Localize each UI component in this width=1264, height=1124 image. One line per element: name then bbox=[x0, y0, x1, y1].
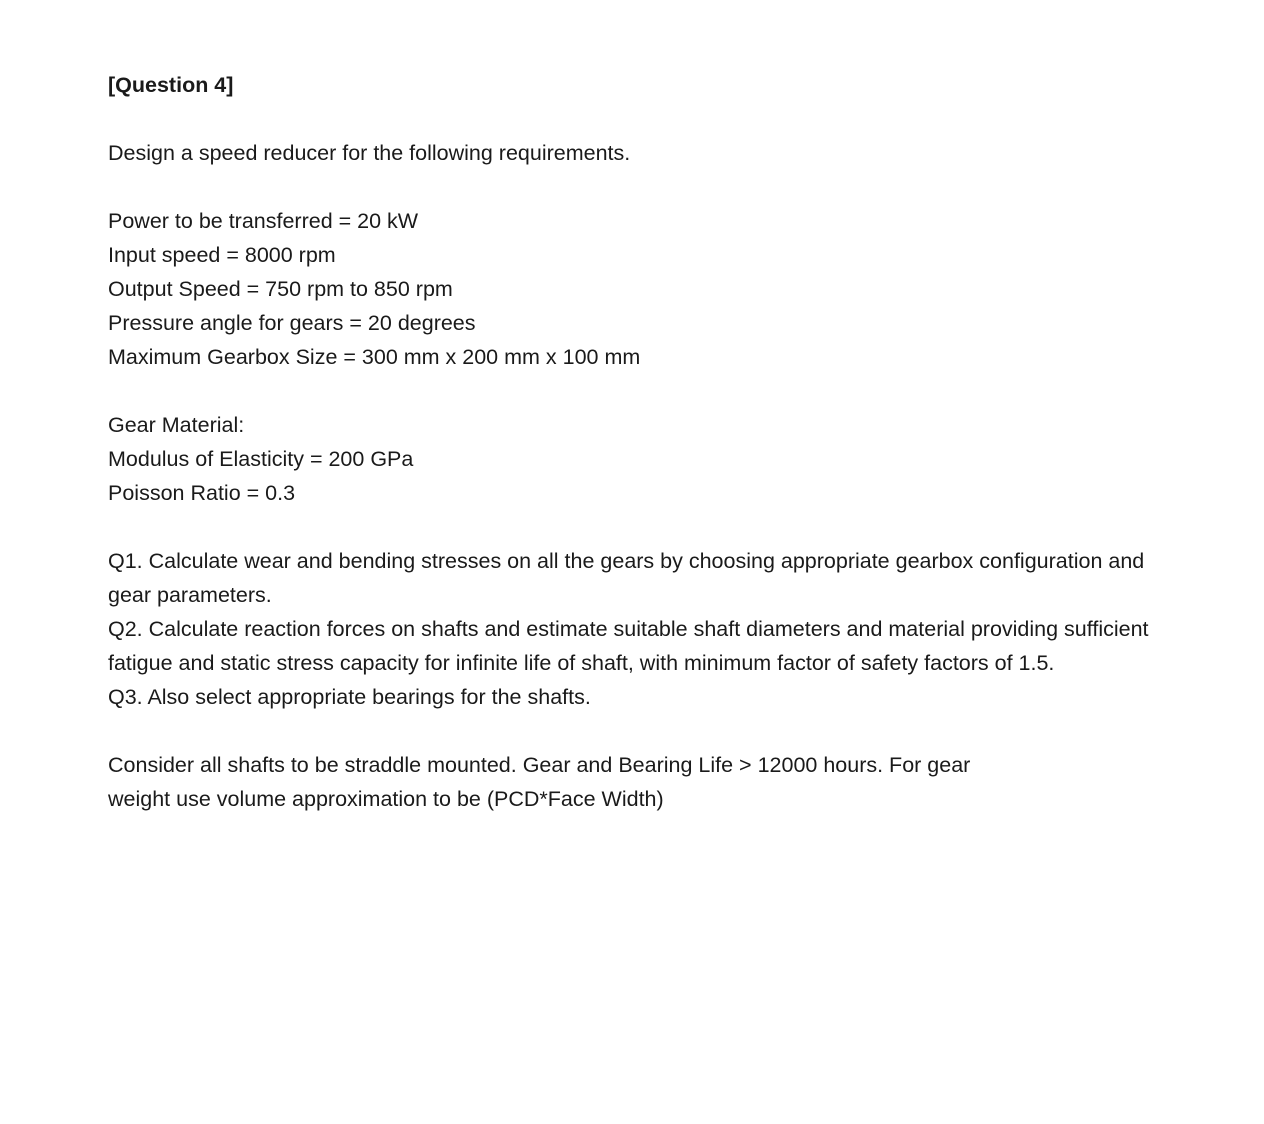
document-page bbox=[108, 68, 1188, 816]
spacer bbox=[108, 374, 1188, 408]
notes-line-2: weight use volume approximation to be (PCD*Face Width) bbox=[108, 787, 664, 811]
material-heading: Gear Material: bbox=[108, 413, 245, 437]
requirement-input-speed: Input speed = 8000 rpm bbox=[108, 243, 336, 267]
notes-section bbox=[108, 748, 1188, 816]
requirement-power: Power to be transferred = 20 kW bbox=[108, 209, 419, 233]
material-modulus: Modulus of Elasticity = 200 GPa bbox=[108, 447, 414, 471]
material-poisson: Poisson Ratio = 0.3 bbox=[108, 481, 296, 505]
material-section bbox=[108, 408, 1188, 510]
requirement-output-speed: Output Speed = 750 rpm to 850 rpm bbox=[108, 277, 453, 301]
spacer bbox=[108, 102, 1188, 136]
questions-section bbox=[108, 544, 1188, 714]
notes-line-1: Consider all shafts to be straddle mounted. Gear and Bearing Life > 12000 hours. For gear bbox=[108, 753, 971, 777]
question-q2: Q2. Calculate reaction forces on shafts and estimate suitable shaft diameters and material providing sufficient fatigue and static stress capacity for infinite life of shaft, with minimum factor of safety factors of 1.5. bbox=[108, 617, 1149, 675]
requirement-gearbox-size: Maximum Gearbox Size = 300 mm x 200 mm x 100 mm bbox=[108, 345, 641, 369]
requirements-list bbox=[108, 204, 1188, 374]
question-q3: Q3. Also select appropriate bearings for the shafts. bbox=[108, 685, 591, 709]
intro-text: Design a speed reducer for the following requirements. bbox=[108, 141, 631, 165]
spacer bbox=[108, 714, 1188, 748]
requirement-pressure-angle: Pressure angle for gears = 20 degrees bbox=[108, 311, 476, 335]
spacer bbox=[108, 510, 1188, 544]
question-title: [Question 4] bbox=[108, 73, 234, 97]
spacer bbox=[108, 170, 1188, 204]
question-q1: Q1. Calculate wear and bending stresses on all the gears by choosing appropriate gearbox configuration and gear parameters. bbox=[108, 549, 1145, 607]
